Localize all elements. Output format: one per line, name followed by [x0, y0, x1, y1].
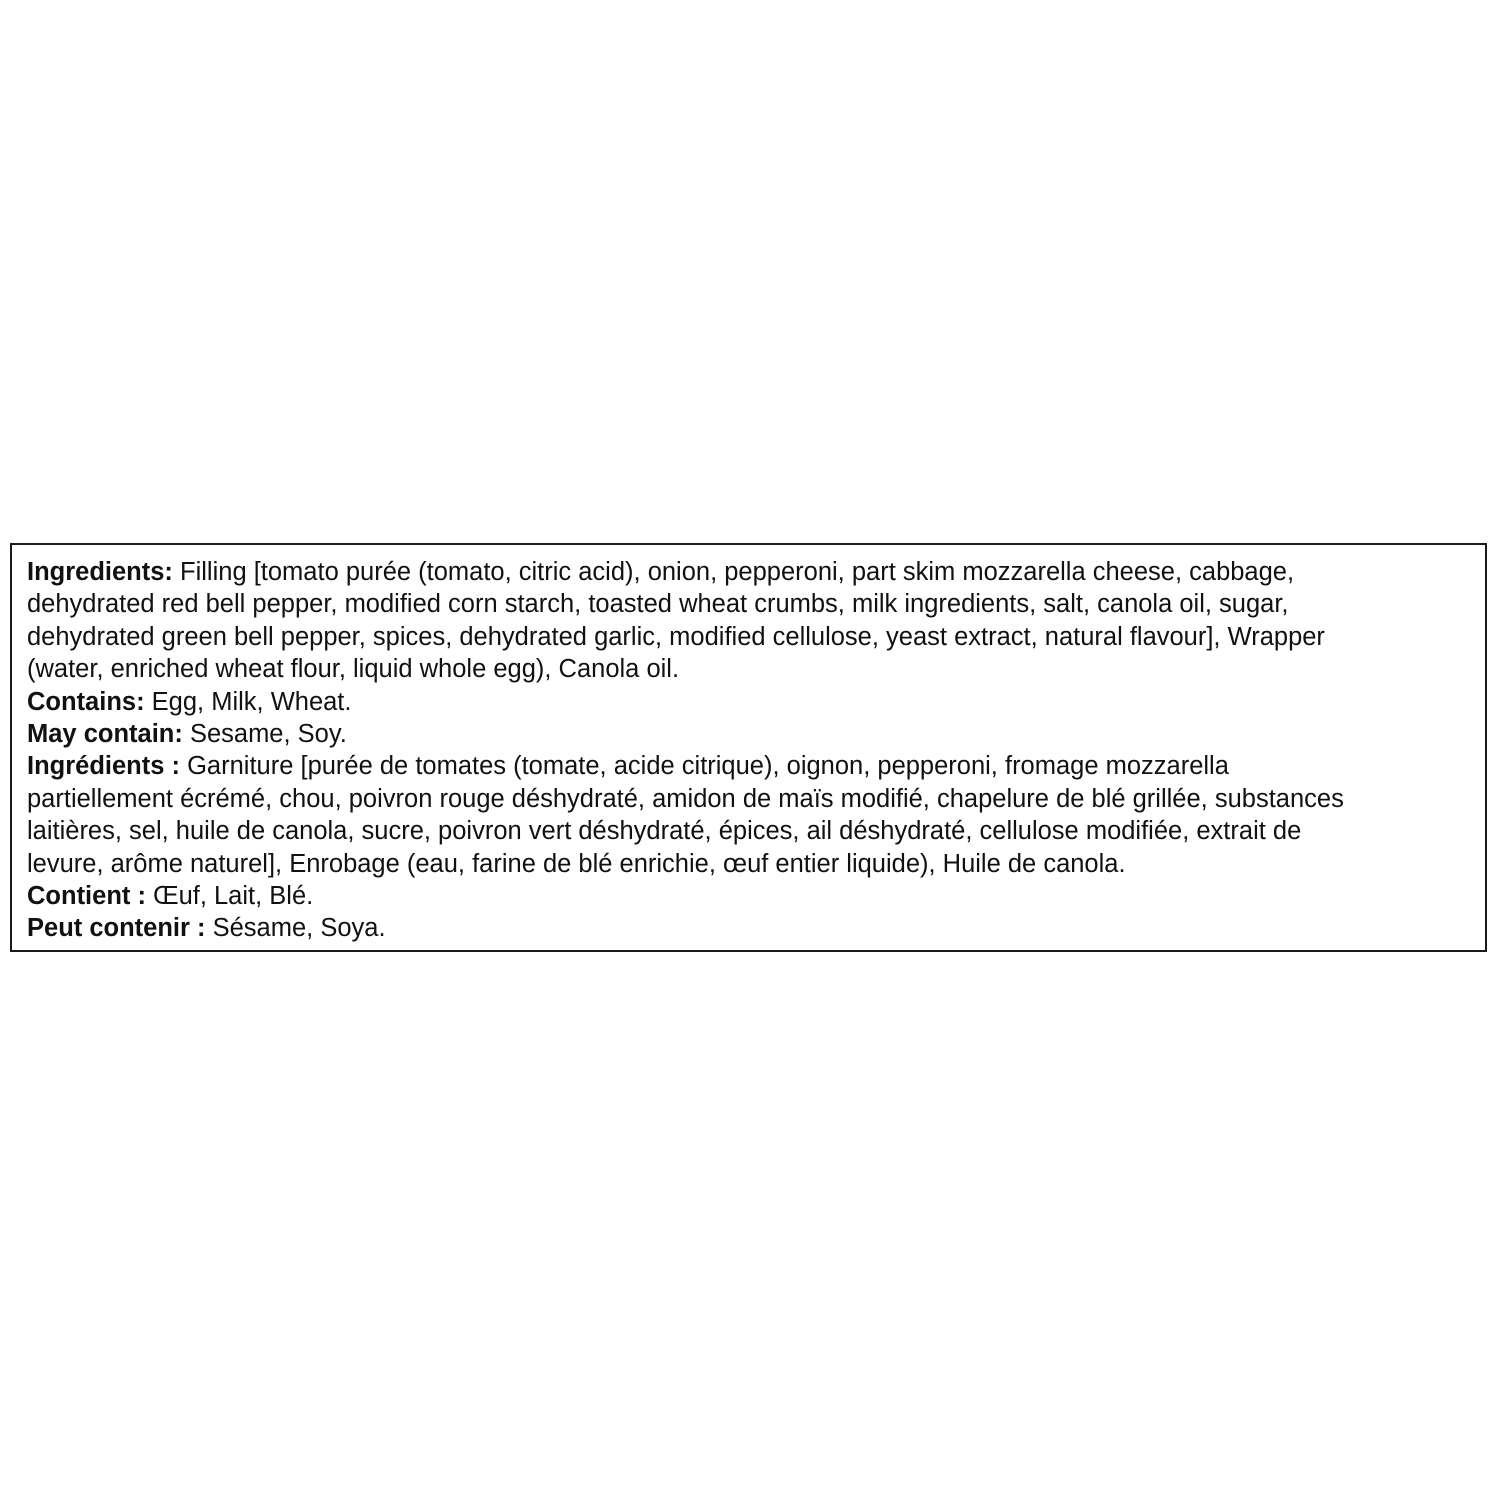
fr-ingredients-line-4: levure, arôme naturel], Enrobage (eau, farine de blé enrichie, œuf entier liquide), Huile de canola.: [27, 849, 1126, 878]
fr-may-contain-heading: Peut contenir :: [27, 914, 206, 943]
en-ingredients-text-1: Filling [tomato purée (tomato, citric acid), onion, pepperoni, part skim mozzarella cheese, cabbage,: [172, 558, 1295, 586]
en-contains-text: Egg, Milk, Wheat.: [144, 687, 352, 716]
fr-contains-text: Œuf, Lait, Blé.: [145, 882, 314, 911]
fr-may-contain-line: [27, 912, 1471, 944]
en-ingredients-line-1: [27, 556, 1471, 588]
fr-may-contain-text: Sésame, Soya.: [205, 914, 386, 943]
fr-ingredients-line-3: laitières, sel, huile de canola, sucre, poivron vert déshydraté, épices, ail déshydraté, cellulose modifiée, extrait de: [27, 817, 1302, 846]
fr-ingredients-line-2: partiellement écrémé, chou, poivron rouge déshydraté, amidon de maïs modifié, chapelure de blé grillée, substances: [27, 784, 1344, 813]
fr-ingredients-text-1: Garniture [purée de tomates (tomate, acide citrique), oignon, pepperoni, fromage mozzarella: [180, 752, 1229, 781]
en-ingredients-line-3: dehydrated green bell pepper, spices, dehydrated garlic, modified cellulose, yeast extract, natural flavour], Wrapper: [27, 622, 1325, 651]
en-ingredients-line-2: dehydrated red bell pepper, modified corn starch, toasted wheat crumbs, milk ingredients, salt, canola oil, sugar,: [27, 590, 1289, 619]
en-contains-line: [27, 686, 1471, 718]
fr-ingredients-heading: Ingrédients :: [27, 752, 181, 781]
en-may-contain-line: [27, 718, 1471, 750]
en-contains-heading: Contains:: [27, 687, 145, 716]
en-may-contain-heading: May contain:: [27, 720, 183, 749]
en-may-contain-text: Sesame, Soy.: [182, 720, 347, 749]
en-ingredients-line-4: (water, enriched wheat flour, liquid whole egg), Canola oil.: [27, 655, 680, 684]
en-ingredients-heading: Ingredients:: [27, 558, 173, 586]
ingredients-label-panel: [10, 543, 1487, 952]
fr-ingredients-line-1: [27, 750, 1471, 782]
fr-contains-line: [27, 880, 1471, 912]
fr-contains-heading: Contient :: [27, 882, 146, 911]
